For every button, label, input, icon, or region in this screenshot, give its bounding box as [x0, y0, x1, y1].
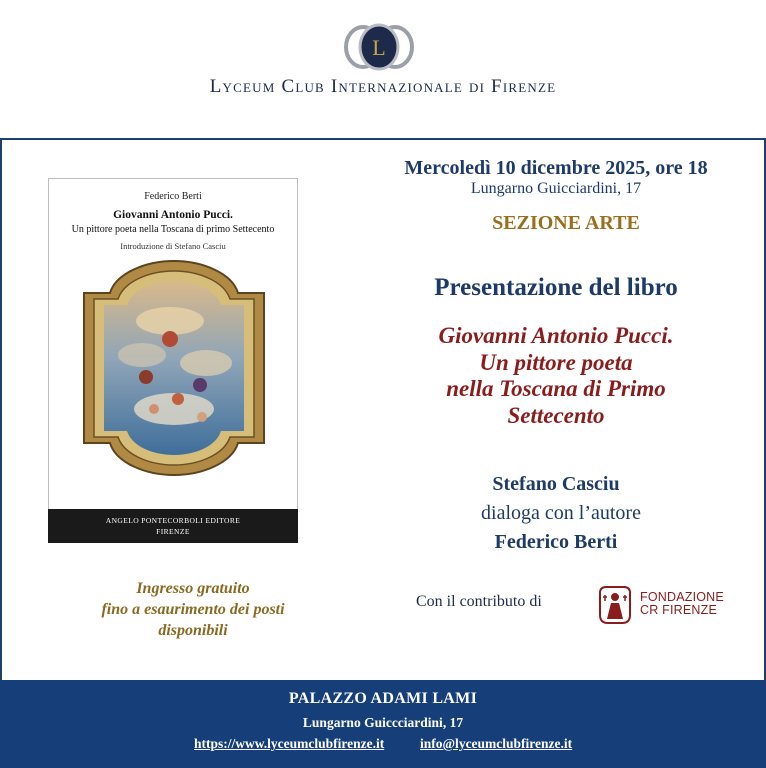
featured-book-title-line: nella Toscana di Primo [446, 376, 666, 401]
footer-address: Lungarno Guiccciardini, 17 [302, 715, 464, 730]
email-link[interactable]: info@lyceumclubfirenze.it [420, 736, 573, 751]
book-cover-author: Federico Berti [144, 191, 202, 202]
book-cover-city: FIRENZE [156, 527, 190, 536]
footer-venue-name: PALAZZO ADAMI LAMI [288, 690, 478, 707]
featured-book-title [356, 323, 756, 429]
sponsor-name-line: FONDAZIONE [640, 590, 724, 604]
featured-book-title-line: Un pittore poeta [479, 349, 633, 375]
dialogue-text: dialoga con l’autore [481, 502, 641, 524]
left-border [0, 140, 2, 680]
book-cover-publisher-band [48, 509, 298, 543]
website-link[interactable]: https://www.lyceumclubfirenze.it [194, 736, 385, 751]
svg-text:L: L [372, 35, 386, 60]
contribution-label: Con il contributo di [416, 593, 542, 610]
free-entry-note [48, 578, 338, 641]
header [0, 0, 766, 140]
presentation-heading: Presentazione del libro [434, 274, 678, 301]
event-venue: Lungarno Guicciardini, 17 [470, 180, 642, 197]
event-date: Mercoledì 10 dicembre 2025, ore 18 [404, 157, 708, 179]
free-entry-line: fino a esaurimento dei posti [101, 601, 285, 618]
book-cover-subtitle: Un pittore poeta nella Toscana di primo Settecento [71, 224, 275, 235]
book-cover-intro: Introduzione di Stefano Casciu [120, 241, 226, 251]
section-label: SEZIONE ARTE [492, 212, 640, 234]
sponsor-name-line: CR FIRENZE [640, 603, 717, 617]
lyceum-logo-icon [343, 22, 415, 72]
featured-book-title-line: Giovanni Antonio Pucci. [438, 323, 674, 348]
free-entry-line: Ingresso gratuito [136, 580, 250, 597]
featured-book-title-line: Settecento [507, 402, 605, 428]
sponsor-name [640, 591, 724, 617]
organization-name: Lyceum Club Internazionale di Firenze [209, 76, 557, 97]
footer [0, 680, 766, 768]
fondazione-cr-firenze-logo-icon [596, 585, 634, 625]
book-cover-title: Giovanni Antonio Pucci. [113, 209, 233, 221]
author-name: Federico Berti [494, 531, 618, 553]
free-entry-line: disponibili [158, 622, 228, 639]
book-cover-publisher: ANGELO PONTECORBOLI EDITORE [105, 516, 241, 525]
speaker-name: Stefano Casciu [492, 473, 620, 495]
framed-painting-image [82, 259, 266, 477]
book-cover [48, 178, 298, 543]
